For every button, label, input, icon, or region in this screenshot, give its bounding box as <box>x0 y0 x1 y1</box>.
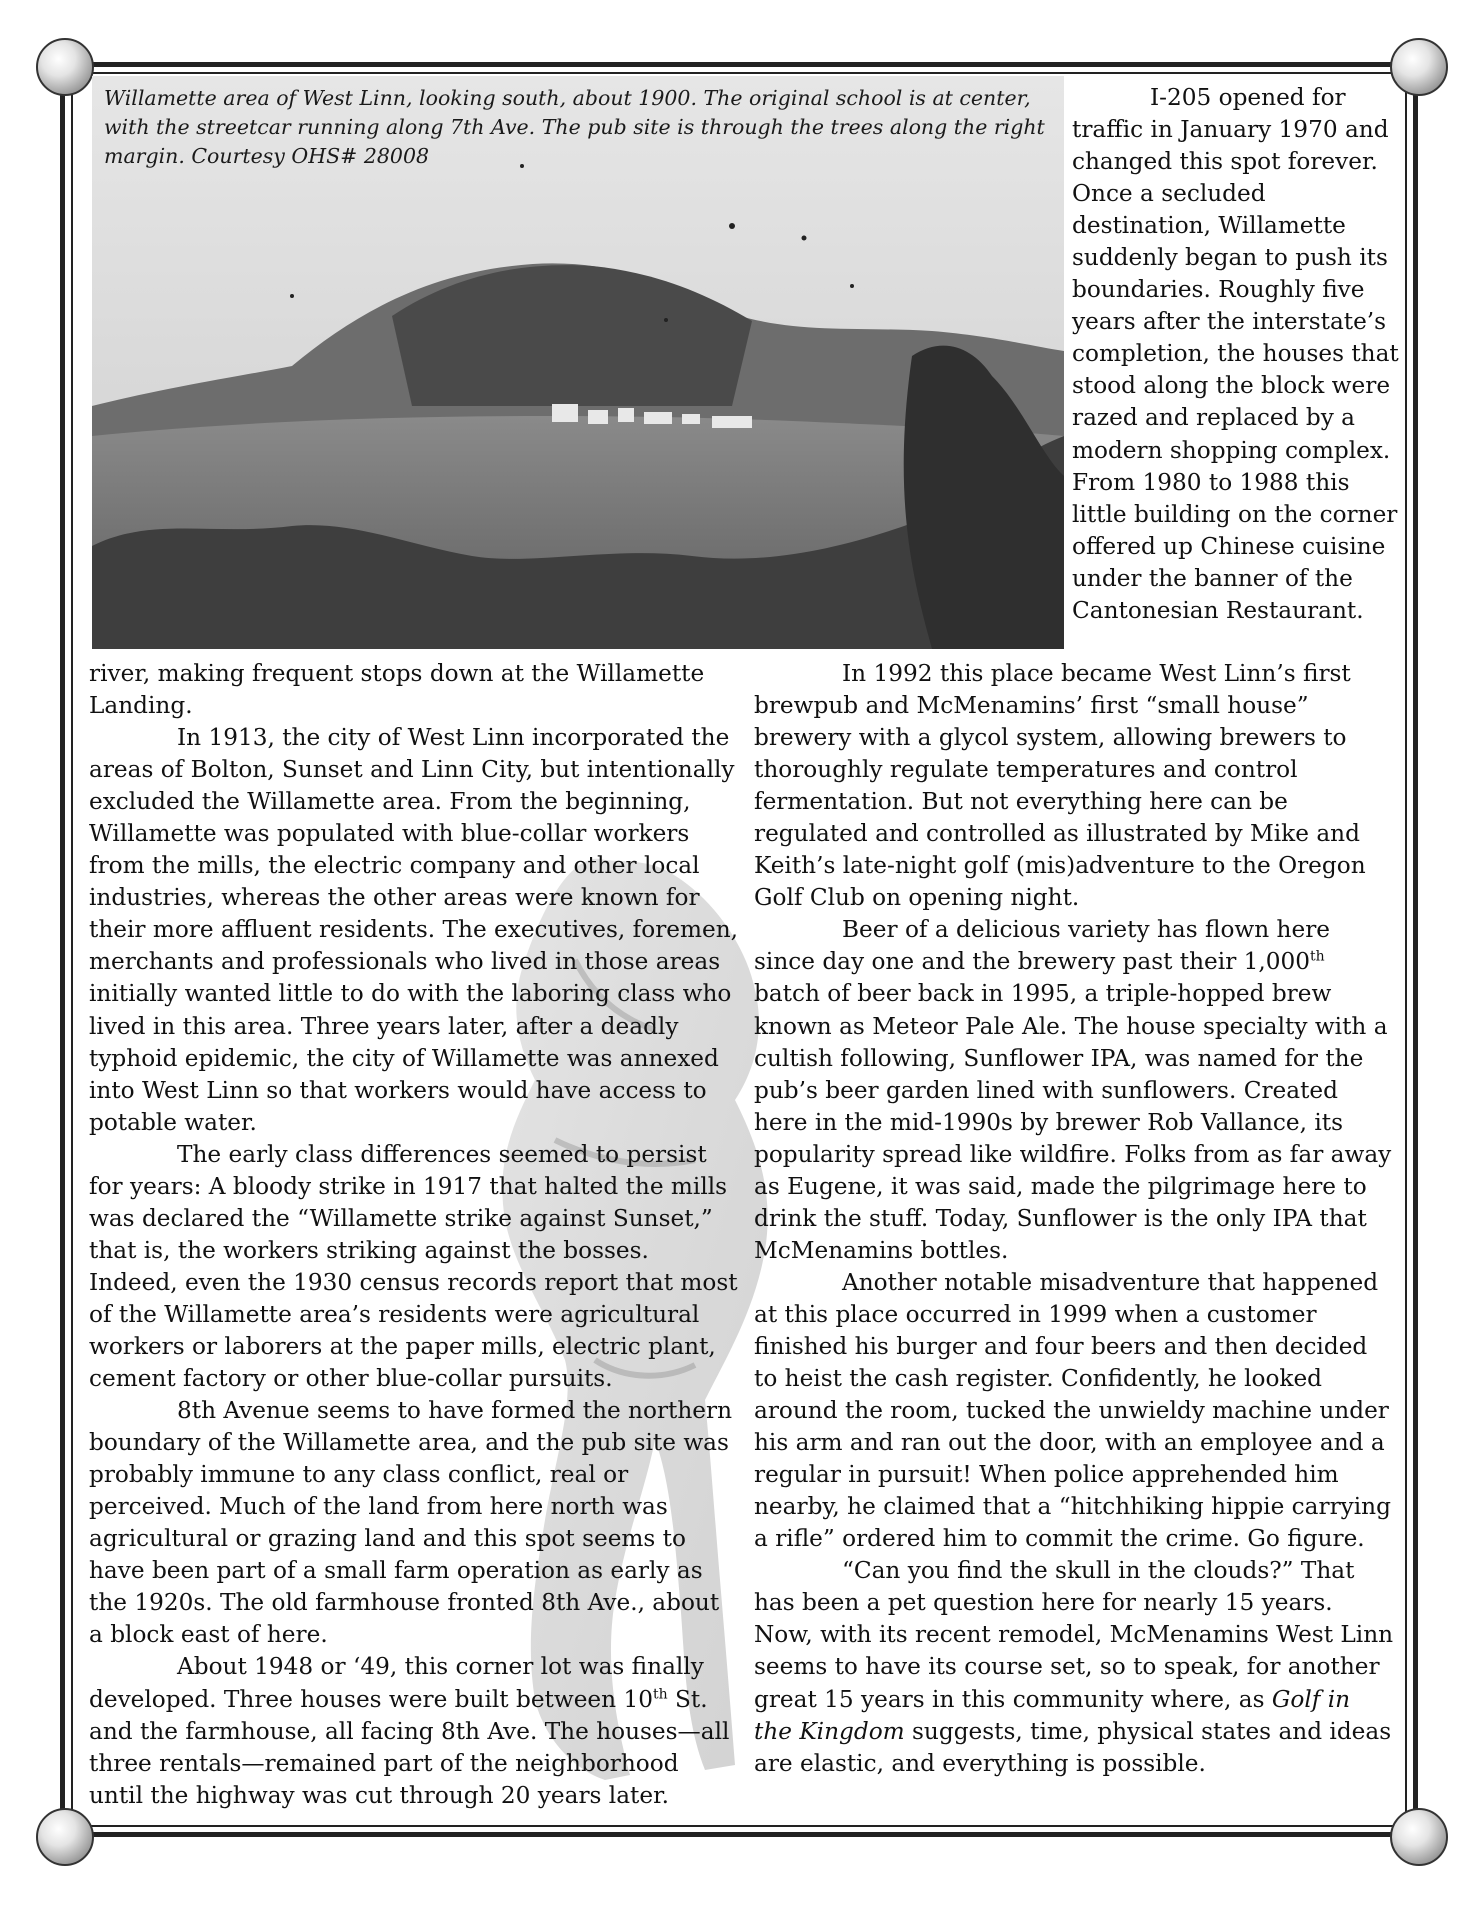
book-title: Golf in the Kingdom <box>754 1685 1351 1745</box>
right-paragraph-4 <box>754 1555 1394 1779</box>
right-paragraph-1: In 1992 this place became West Linn’s first brewpub and McMenamins’ first “small house” brewery with a glycol system, allowing brewers to thoroughly regulate temperatures and control fermentation. But not everything here can be regulated and controlled as illustrated by Mike and Keith’s late-night golf (mis)adventure to the Oregon Golf Club on opening night. <box>754 660 1366 912</box>
right-paragraph-2-text-b: batch of beer back in 1995, a triple-hopped brew known as Meteor Pale Ale. The house specialty with a cultish following, Sunflower IPA, was named for the pub’s beer garden lined with sunflowers. Created here in the mid-1990s by brewer Rob Vallance, its popularity spread like wildfire. Folks from as far away as Eugene, it was said, made the pilgrimage here to drink the stuff. Today, Sunflower is the only IPA that McMenamins bottles. <box>754 980 1392 1264</box>
sidebar-text-block <box>1072 82 1410 627</box>
left-paragraph-4 <box>89 1651 739 1811</box>
right-paragraph-4-text-b: suggests, time, physical states and ideas are elastic, and everything is possible. <box>754 1717 1392 1777</box>
left-paragraph-4-text-b: St. and the farmhouse, all facing 8th Ave. The houses—all three rentals—remained part of the neighborhood until the highway was cut through 20 years later. <box>89 1685 730 1809</box>
frame-bottom-inner-border <box>70 1825 1408 1827</box>
left-paragraph-0: river, making frequent stops down at the Willamette Landing. <box>89 660 705 720</box>
right-paragraph-4-text-a: “Can you find the skull in the clouds?” That has been a pet question here for nearly 15 years. Now, with its recent remodel, McMenamins West Linn seems to have its course set, so to speak, for another great 15 years in this community where, as <box>754 1557 1394 1713</box>
corner-ornament-bottom-right <box>1390 1808 1448 1866</box>
right-paragraph-2-superscript: th <box>1310 948 1325 965</box>
frame-top-inner-border <box>70 72 1408 74</box>
frame-bottom-border <box>60 1832 1418 1837</box>
corner-ornament-bottom-left <box>36 1808 94 1866</box>
left-paragraph-4-superscript: th <box>652 1685 668 1702</box>
frame-right-border <box>1413 62 1418 1837</box>
left-paragraph-1: In 1913, the city of West Linn incorporated the areas of Bolton, Sunset and Linn City, but intentionally excluded the Willamette area. From the beginning, Willamette was populated with blue-collar workers from the mills, the electric company and other local industries, whereas the other areas were known for their more affluent residents. The executives, foremen, merchants and professionals who lived in those areas initially wanted little to do with the laboring class who lived in this area. Three years later, after a deadly typhoid epidemic, the city of Willamette was annexed into West Linn so that workers would have access to potable water. <box>89 724 739 1136</box>
left-paragraph-2: The early class differences seemed to persist for years: A bloody strike in 1917 that halted the mills was declared the “Willamette strike against Sunset,” that is, the workers striking against the bosses. Indeed, even the 1930 census records report that most of the Willamette area’s residents were agricultural workers or laborers at the paper mills, electric plant, cement factory or other blue-collar pursuits. <box>89 1140 738 1393</box>
frame-top-border <box>60 62 1418 67</box>
corner-ornament-top-left <box>36 38 94 96</box>
left-paragraph-4-text-a: About 1948 or ‘49, this corner lot was finally developed. Three houses were built between 10 <box>89 1653 704 1713</box>
frame-left-border <box>60 62 65 1837</box>
right-paragraph-2 <box>754 914 1394 1267</box>
photo-caption: Willamette area of West Linn, looking south, about 1900. The original school is at center, with the streetcar running along 7th Ave. The pub site is through the trees along the right margin. Courtesy OHS# 28008 <box>104 86 1045 168</box>
frame-left-inner-border <box>71 72 73 1827</box>
left-paragraph-3: 8th Avenue seems to have formed the northern boundary of the Willamette area, and the pub site was probably immune to any class conflict, real or perceived. Much of the land from here north was agricultural or grazing land and this spot seems to have been part of a small farm operation as early as the 1920s. The old farmhouse fronted 8th Ave., about a block east of here. <box>89 1397 733 1649</box>
historic-photo <box>92 76 1064 649</box>
right-paragraph-3: Another notable misadventure that happened at this place occurred in 1999 when a customer finished his burger and four beers and then decided to heist the cash register. Confidently, he looked around the room, tucked the unwieldy machine under his arm and ran out the door, with an employee and a regular in pursuit! When police apprehended him nearby, he claimed that a “hitchhiking hippie carrying a rifle” ordered him to commit the crime. Go figure. <box>754 1268 1391 1553</box>
right-paragraph-2-text-a: Beer of a delicious variety has flown here since day one and the brewery past their 1,000 <box>754 916 1331 976</box>
right-column <box>754 658 1394 1780</box>
left-column <box>89 658 739 1812</box>
sidebar-paragraph: I-205 opened for traffic in January 1970 and changed this spot forever. Once a secluded destination, Willamette suddenly began to push its boundaries. Roughly five years after the interstate’s completion, the houses that stood along the block were razed and replaced by a modern shopping complex. From 1980 to 1988 this little building on the corner offered up Chinese cuisine under the banner of the Cantonesian Restaurant. <box>1072 84 1399 624</box>
